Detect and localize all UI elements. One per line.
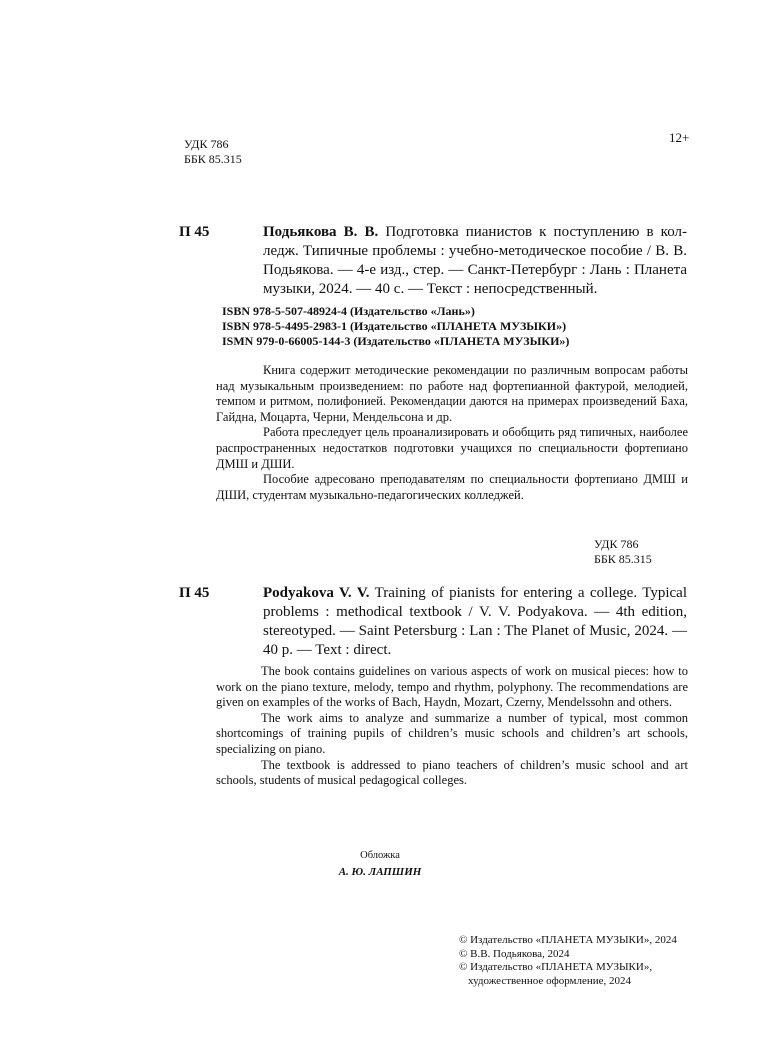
ru-entry-description: Подготовка пианистов к поступлению в колледж. Типичные проблемы : учебно-методическое пособие / В. В. Подьякова. — 4-е изд., стер. — Санкт-Петербург : Лань : Планета музыки, 2024. — 40 с. — Текст : непосредственный. xyxy=(263,224,687,297)
copyright-line: © Издательство «ПЛАНЕТА МУЗЫКИ», xyxy=(459,961,653,973)
copyright-line: художественное оформление, 2024 xyxy=(468,974,632,987)
ru-entry-code: П 45 xyxy=(179,224,210,240)
en-annotation-paragraph: The work aims to analyze and summarize a number of typical, most common shortcomings of training pupils of children’s music schools and children’s art schools, specializing on piano. xyxy=(216,710,688,756)
age-rating: 12+ xyxy=(669,130,690,145)
cover-artist: А. Ю. ЛАПШИН xyxy=(338,866,422,878)
cover-label: Обложка xyxy=(360,850,400,861)
copyright-block xyxy=(459,934,677,988)
udk-code: УДК 786 xyxy=(184,137,229,151)
en-entry-code: П 45 xyxy=(179,585,210,601)
ru-annotation-paragraph: Работа преследует цель проанализировать и обобщить ряд типичных, наиболее распространенных недостатков подготовки учащихся по специальности фортепиано ДМШ и ДШИ. xyxy=(216,425,688,471)
header-classification xyxy=(184,137,242,167)
en-annotation-paragraph: The textbook is addressed to piano teachers of children’s music school and art schools, students of musical pedagogical colleges. xyxy=(216,757,688,788)
ru-annotation xyxy=(216,363,688,503)
copyright-line: © В.В. Подьякова, 2024 xyxy=(459,947,570,960)
en-annotation xyxy=(216,664,688,789)
ru-entry-text xyxy=(263,223,687,299)
udk-right-block xyxy=(594,537,652,567)
isbn-lan: ISBN 978-5-507-48924-4 (Издательство «Лань») xyxy=(222,304,475,318)
isbn-planeta: ISBN 978-5-4495-2983-1 (Издательство «ПЛАНЕТА МУЗЫКИ») xyxy=(222,319,567,333)
udk-code-right: УДК 786 xyxy=(594,537,639,551)
ru-annotation-paragraph: Пособие адресовано преподавателям по специальности фортепиано ДМШ и ДШИ, студентам музыкально-педагогических колледжей. xyxy=(216,472,688,502)
bbk-code-right: ББК 85.315 xyxy=(594,552,652,566)
en-annotation-paragraph: The book contains guidelines on various aspects of work on musical pieces: how to work on the piano texture, melody, tempo and rhythm, polyphony. The recommendations are given on examples of the works of Bach, Haydn, Mozart, Czerny, Mendelssohn and others. xyxy=(216,664,688,710)
ru-annotation-paragraph: Книга содержит методические рекомендации по различным вопросам работы над музыкальным произведением: по работе над фортепианной фактурой, мелодией, темпом и ритмом, полифонией. Рекомендации даются на примерах произведений Баха, Гайдна, Моцарта, Черни, Мендельсона и др. xyxy=(216,363,688,424)
copyright-line: © Издательство «ПЛАНЕТА МУЗЫКИ», 2024 xyxy=(459,934,677,946)
en-entry-description: Training of pianists for entering a college. Typical problems : methodical textbook / V. V. Podyakova. — 4th edition, stereotyped. — Saint Petersburg : Lan : The Planet of Music, 2024. — 40 p. — Text : direct. xyxy=(263,585,688,658)
en-entry-text xyxy=(263,584,687,660)
ismn-planeta: ISMN 979-0-66005-144-3 (Издательство «ПЛАНЕТА МУЗЫКИ») xyxy=(222,334,570,348)
isbn-block xyxy=(222,304,569,349)
en-entry-author: Podyakova V. V. xyxy=(263,585,370,601)
ru-entry-author: Подьякова В. В. xyxy=(263,224,379,240)
bbk-code: ББК 85.315 xyxy=(184,152,242,166)
